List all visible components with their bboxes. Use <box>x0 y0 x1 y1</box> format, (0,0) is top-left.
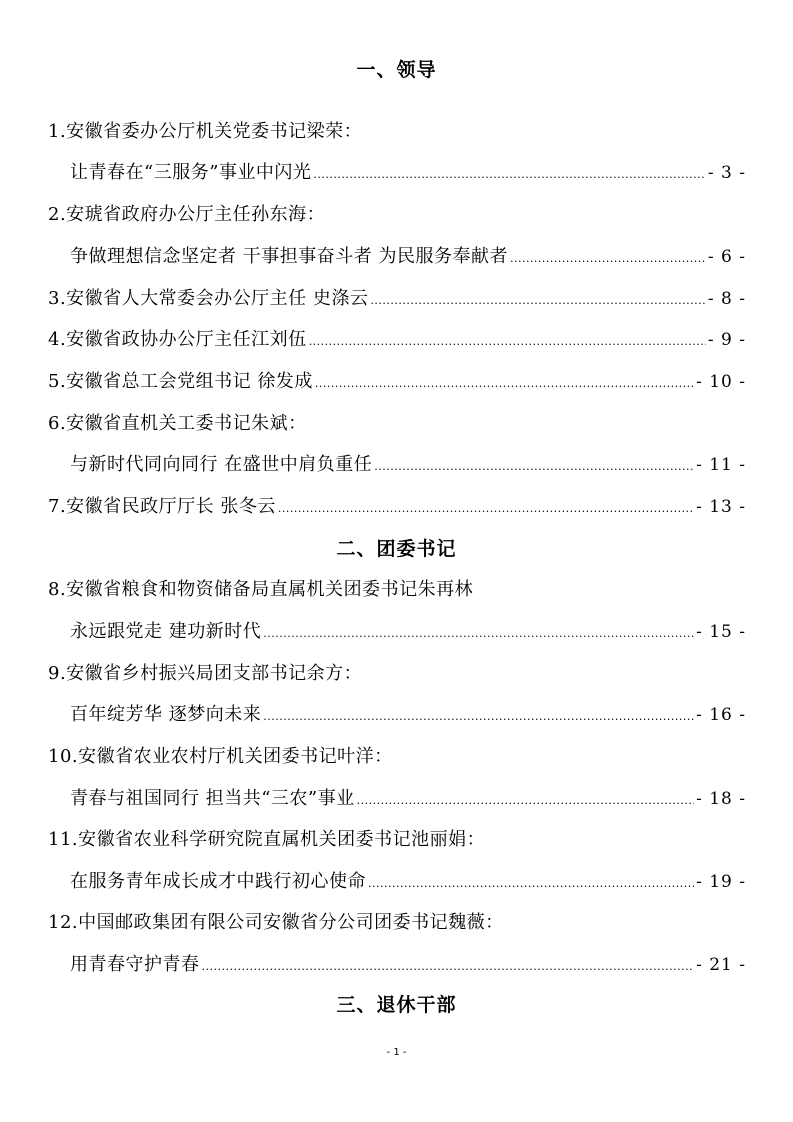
toc-page-number: - 16 - <box>696 705 746 725</box>
toc-entry-heading <box>48 910 746 936</box>
dot-leader <box>315 371 694 397</box>
toc-entry[interactable] <box>70 702 746 728</box>
footer-page-number: - 1 - <box>386 1047 407 1058</box>
toc-entry-heading <box>48 827 746 853</box>
toc-entry-title: 让青春在“三服务”事业中闪光 <box>70 162 312 183</box>
toc-entry[interactable] <box>48 286 746 312</box>
toc-entry-author: 11.安徽省农业科学研究院直属机关团委书记池丽娟： <box>48 829 486 850</box>
toc-entry-title: 与新时代同向同行 在盛世中肩负重任 <box>70 454 373 475</box>
toc-page-number: - 9 - <box>707 330 746 350</box>
toc-entry-title: 3.安徽省人大常委会办公厅主任 史涤云 <box>48 288 369 309</box>
dot-leader <box>263 621 694 647</box>
dot-leader <box>510 246 706 272</box>
toc-entry-heading <box>48 661 746 687</box>
toc-entry-title: 百年绽芳华 逐梦向未来 <box>70 704 262 725</box>
toc-entry-title: 在服务青年成长成才中践行初心使命 <box>70 871 366 892</box>
toc-entry-heading <box>48 744 746 770</box>
toc-page-number: - 13 - <box>696 497 746 517</box>
toc-entry-title: 青春与祖国同行 担当共“三农”事业 <box>70 788 355 809</box>
toc-entry-heading <box>48 411 746 437</box>
toc-entry[interactable] <box>48 369 746 395</box>
toc-page-number: - 11 - <box>696 455 746 475</box>
toc-entry-author: 10.安徽省农业农村厅机关团委书记叶洋： <box>48 746 393 767</box>
toc-page-number: - 19 - <box>696 872 746 892</box>
toc-entry[interactable] <box>70 869 746 895</box>
toc-page-number: - 15 - <box>696 622 746 642</box>
toc-entry-author: 6.安徽省直机关工委书记朱斌： <box>48 413 307 434</box>
toc-entry-author: 8.安徽省粮食和物资储备局直属机关团委书记朱再林 <box>48 579 474 600</box>
toc-entry[interactable] <box>48 494 746 520</box>
toc-entry[interactable] <box>70 952 746 978</box>
toc-entry[interactable] <box>48 327 746 353</box>
toc-entry-heading <box>48 119 746 145</box>
dot-leader <box>357 788 694 814</box>
toc-page-number: - 10 - <box>696 372 746 392</box>
toc-entry-title: 4.安徽省政协办公厅主任江刘伍 <box>48 329 307 350</box>
toc-entry-heading <box>48 202 746 228</box>
section-heading: 三、退休干部 <box>336 994 457 1016</box>
toc-entry-author: 9.安徽省乡村振兴局团支部书记余方： <box>48 663 363 684</box>
section-heading: 一、领导 <box>356 59 437 81</box>
toc-page-number: - 8 - <box>707 289 746 309</box>
section-heading: 二、团委书记 <box>336 538 457 560</box>
dot-leader <box>278 496 694 522</box>
toc-page-number: - 6 - <box>707 247 746 267</box>
dot-leader <box>313 162 705 188</box>
toc-entry[interactable] <box>70 619 746 645</box>
toc-entry-title: 争做理想信念坚定者 干事担事奋斗者 为民服务奉献者 <box>70 246 508 267</box>
toc-entry-title: 5.安徽省总工会党组书记 徐发成 <box>48 371 313 392</box>
dot-leader <box>374 454 694 480</box>
toc-entry-title: 永远跟党走 建功新时代 <box>70 621 262 642</box>
toc-entry[interactable] <box>70 160 746 186</box>
toc-page-number: - 3 - <box>707 163 746 183</box>
dot-leader <box>370 288 705 314</box>
toc-entry[interactable] <box>70 244 746 270</box>
toc-entry[interactable] <box>70 786 746 812</box>
toc-entry-author: 12.中国邮政集团有限公司安徽省分公司团委书记魏薇： <box>48 912 504 933</box>
toc-entry-author: 2.安琥省政府办公厅主任孙东海： <box>48 204 326 225</box>
toc-entry-title: 用青春守护青春 <box>70 954 200 975</box>
toc-page-number: - 21 - <box>696 955 746 975</box>
toc-entry-heading <box>48 577 746 603</box>
toc-entry-author: 1.安徽省委办公厅机关党委书记梁荣： <box>48 121 363 142</box>
dot-leader <box>368 871 694 897</box>
toc-entry[interactable] <box>70 452 746 478</box>
dot-leader <box>263 704 694 730</box>
toc-page-number: - 18 - <box>696 789 746 809</box>
dot-leader <box>309 329 706 355</box>
dot-leader <box>202 954 695 980</box>
toc-entry-title: 7.安徽省民政厅厅长 张冬云 <box>48 496 276 517</box>
